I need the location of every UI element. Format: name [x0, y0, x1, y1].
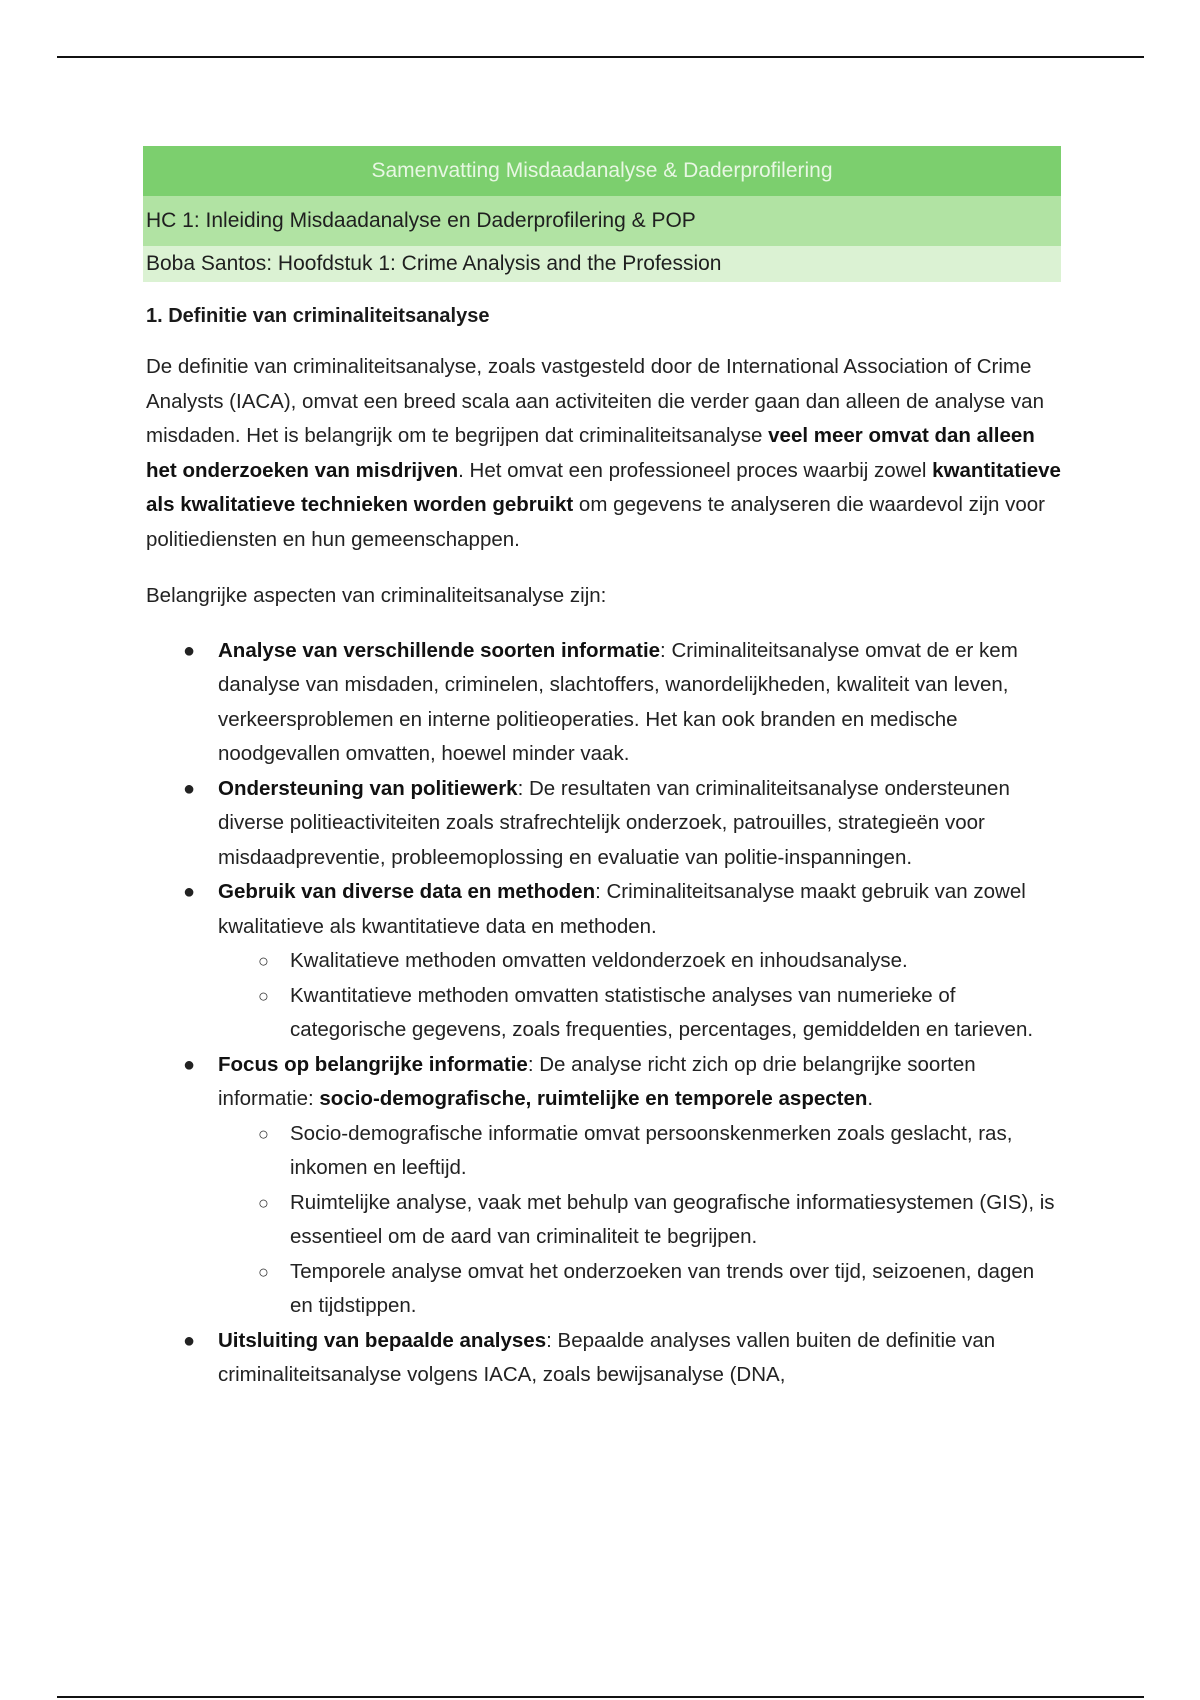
bullet-icon: ● [183, 777, 196, 800]
sub-list [218, 944, 1061, 1048]
sub-list-item: ○ Ruimtelijke analyse, vaak met behulp van geografische informatiesystemen (GIS), is essentieel om de aard van criminaliteit te begrijpen. [218, 1186, 1061, 1255]
header-rule [57, 56, 1144, 58]
sub-list-item: ○ Socio-demografische informatie omvat persoonskenmerken zoals geslacht, ras, inkomen en leeftijd. [218, 1117, 1061, 1186]
aspects-list [143, 634, 1061, 1393]
document-body [143, 146, 1061, 1393]
footer-rule [57, 1696, 1144, 1698]
chapter-title: Boba Santos: Hoofdstuk 1: Crime Analysis and the Profession [143, 246, 1061, 282]
sub-list-item: ○ Kwantitatieve methoden omvatten statistische analyses van numerieke of categorische gegevens, zoals frequenties, percentages, gemiddelden en tarieven. [218, 979, 1061, 1048]
bullet-icon: ● [183, 881, 196, 903]
bullet-icon: ● [183, 1329, 196, 1352]
sub-list-item: ○ Kwalitatieve methoden omvatten veldonderzoek en inhoudsanalyse. [218, 944, 1061, 979]
list-item: ● Gebruik van diverse data en methoden: Criminaliteitsanalyse maakt gebruik van zowel kwalitatieve als kwantitatieve data en methoden. ○ Kwalitatieve methoden omvatten veldonderzoek en inhoudsanalyse. ○ Kwantitatieve methoden omvatten statistische analyses van numerieke of categorische gegevens, zoals frequenties, percentages, gemiddelden en tarieven. [143, 875, 1061, 1048]
circle-bullet-icon: ○ [258, 951, 269, 971]
list-item: ● Analyse van verschillende soorten informatie: Criminaliteitsanalyse omvat de er kem danalyse van misdaden, criminelen, slachtoffers, wanordelijkheden, kwaliteit van leven, verkeersproblemen en interne politieoperaties. Het kan ook branden en medische noodgevallen omvatten, hoewel minder vaak. [143, 634, 1061, 772]
document-title: Samenvatting Misdaadanalyse & Daderprofilering [143, 146, 1061, 196]
intro-paragraph: De definitie van criminaliteitsanalyse, zoals vastgesteld door de International Association of Crime Analysts (IACA), omvat een breed scala aan activiteiten die verder gaan dan alleen de analyse van misdaden. Het is belangrijk om te begrijpen dat criminaliteitsanalyse veel meer omvat dan alleen het onderzoeken van misdrijven. Het omvat een professioneel proces waarbij zowel kwantitatieve als kwalitatieve technieken worden gebruikt om gegevens te analyseren die waardevol zijn voor politiediensten en hun gemeenschappen. [146, 355, 1061, 551]
sub-list-item: ○ Temporele analyse omvat het onderzoeken van trends over tijd, seizoenen, dagen en tijdstippen. [218, 1255, 1061, 1324]
bullet-icon: ● [183, 1053, 196, 1076]
list-item: ● Uitsluiting van bepaalde analyses: Bepaalde analyses vallen buiten de definitie van criminaliteitsanalyse volgens IACA, zoals bewijsanalyse (DNA, [143, 1324, 1061, 1393]
lecture-title: HC 1: Inleiding Misdaadanalyse en Daderprofilering & POP [143, 196, 1061, 246]
list-item: ● Focus op belangrijke informatie: De analyse richt zich op drie belangrijke soorten informatie: socio-demografische, ruimtelijke en temporele aspecten. ○ Socio-demografische informatie omvat persoonskenmerken zoals geslacht, ras, inkomen en leeftijd. ○ Ruimtelijke analyse, vaak met behulp van geografische informatiesystemen (GIS), is essentieel om de aard van criminaliteit te begrijpen. ○ Temporele analyse omvat het onderzoeken van trends over tijd, seizoenen, dagen en tijdstippen. [143, 1048, 1061, 1324]
bullet-icon: ● [183, 639, 196, 662]
sub-list [218, 1117, 1061, 1324]
list-item: ● Ondersteuning van politiewerk: De resultaten van criminaliteitsanalyse ondersteunen diverse politieactiviteiten zoals strafrechtelijk onderzoek, patrouilles, strategieën voor misdaadpreventie, probleemoplossing en evaluatie van politie-inspanningen. [143, 772, 1061, 876]
circle-bullet-icon: ○ [258, 1123, 269, 1144]
section-heading: 1. Definitie van criminaliteitsanalyse [146, 305, 490, 327]
circle-bullet-icon: ○ [258, 985, 269, 1006]
lead-sentence: Belangrijke aspecten van criminaliteitsanalyse zijn: [146, 584, 607, 607]
circle-bullet-icon: ○ [258, 1261, 269, 1282]
circle-bullet-icon: ○ [258, 1192, 269, 1213]
